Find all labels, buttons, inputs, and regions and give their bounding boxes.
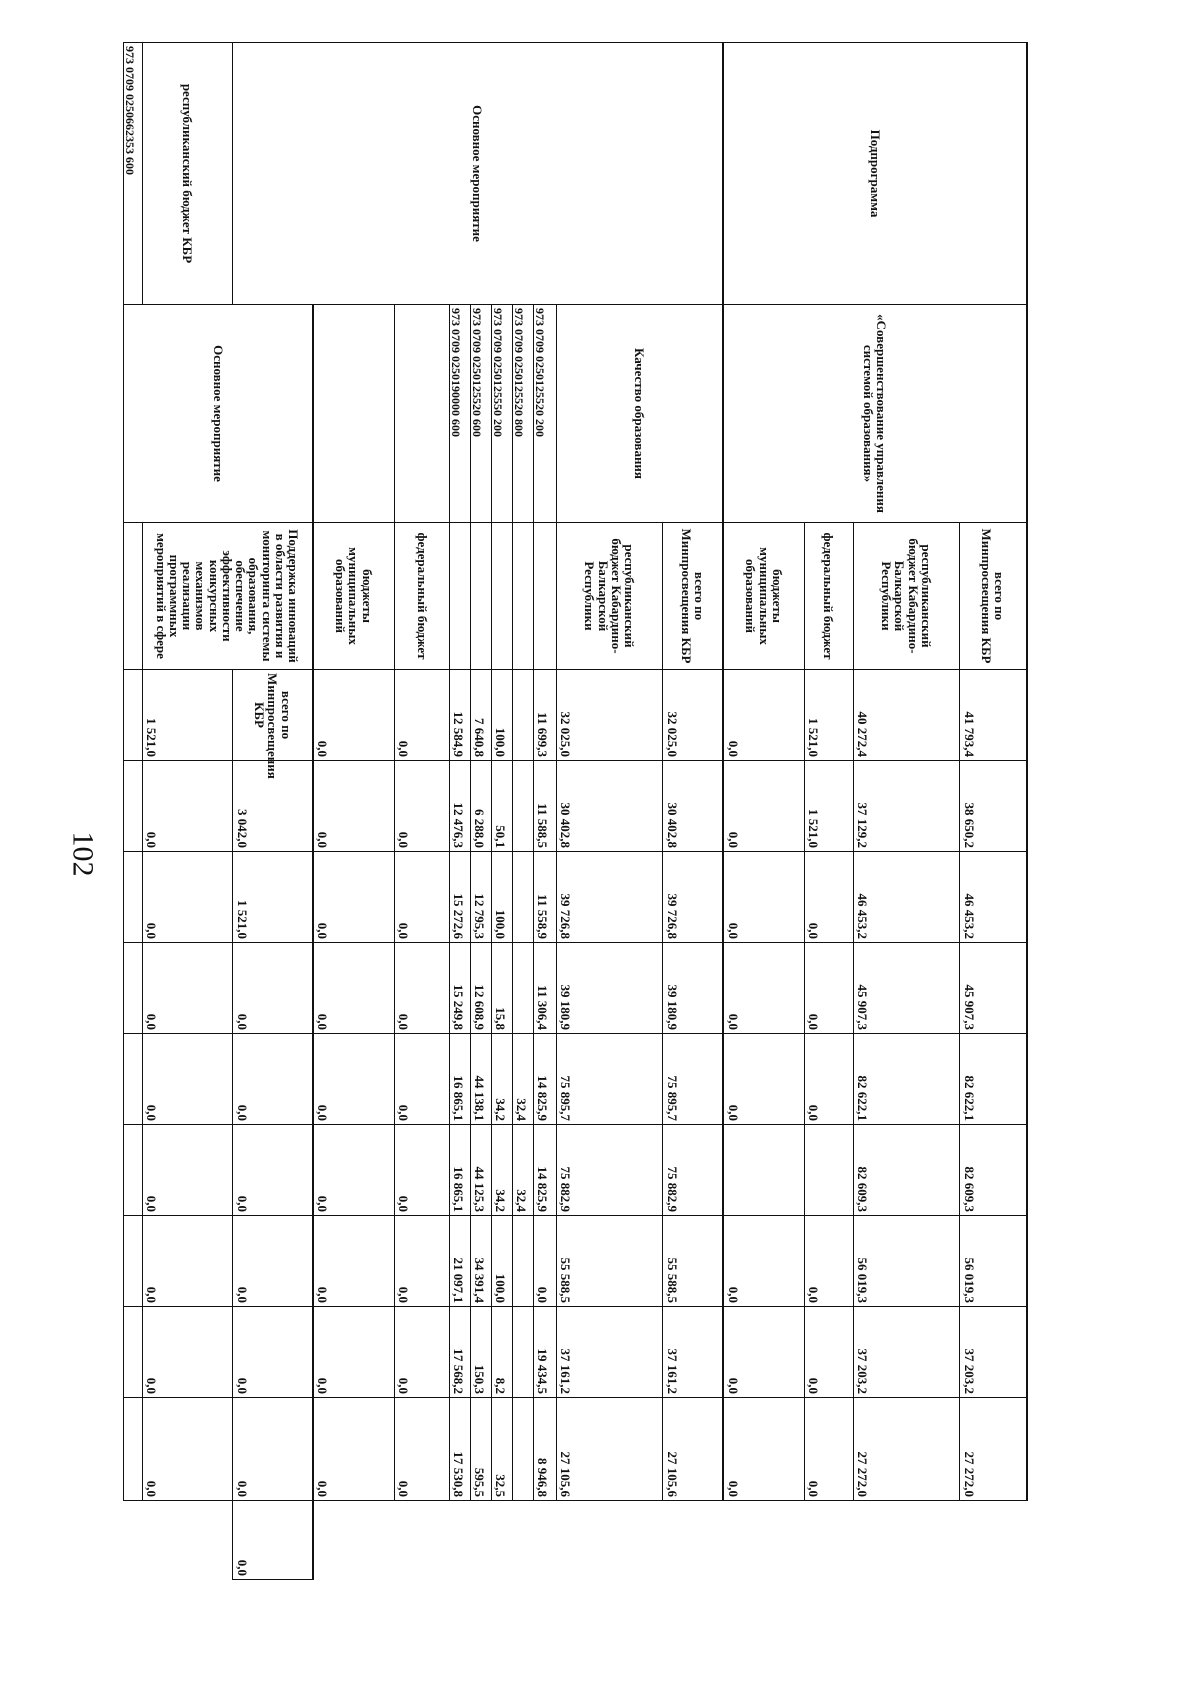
value-cell: 0,0 [394,1216,450,1307]
category-cell: Основное мероприятие [233,43,723,305]
value-cell: 1 521,0 [142,670,233,761]
value-cell: 17 530,8 [450,1398,471,1501]
source-cell [450,523,471,670]
value-cell: 17 568,2 [450,1307,471,1398]
value-cell [124,1398,143,1501]
value-cell: 0,0 [723,943,804,1034]
table-row [124,43,143,1580]
category-cell: Подпрограмма [723,43,1027,305]
value-cell: 75 882,9 [663,1125,723,1216]
value-cell: 0,0 [313,761,394,852]
value-cell: 0,0 [394,1125,450,1216]
value-cell [512,1398,533,1501]
value-cell: 21 097,1 [450,1216,471,1307]
value-cell: 0,0 [142,1216,233,1307]
value-cell: 0,0 [313,670,394,761]
value-cell: 34 391,4 [471,1216,492,1307]
value-cell: 100,0 [491,1216,512,1307]
budget-code: 973 0709 0250662353 600 [124,43,143,305]
value-cell: 12 584,9 [450,670,471,761]
source-cell [471,523,492,670]
value-cell: 0,0 [804,1034,853,1125]
value-cell: 0,0 [394,1034,450,1125]
source-cell: бюджеты муниципальных образований [313,523,394,670]
value-cell: 32,4 [512,1125,533,1216]
value-cell: 0,0 [533,1216,556,1307]
value-cell: 44 125,3 [471,1125,492,1216]
value-cell: 16 865,1 [450,1125,471,1216]
source-cell: республиканский бюджет КБР [142,43,233,305]
value-cell: 32,5 [491,1398,512,1501]
value-cell: 0,0 [233,1216,313,1307]
value-cell: 0,0 [804,1398,853,1501]
value-cell: 39 180,9 [663,943,723,1034]
value-cell: 0,0 [233,943,313,1034]
value-cell: 0,0 [723,852,804,943]
value-cell [723,1125,804,1216]
value-cell: 6 288,0 [471,761,492,852]
rotated-table-wrapper [123,42,1028,1580]
value-cell: 41 793,4 [960,670,1027,761]
value-cell [124,1216,143,1307]
value-cell: 0,0 [313,1216,394,1307]
value-cell: 19 434,5 [533,1307,556,1398]
value-cell: 39 180,9 [556,943,663,1034]
value-cell: 39 726,8 [556,852,663,943]
source-cell: всего по Минпросвещения КБР [663,523,723,670]
value-cell [124,761,143,852]
value-cell: 55 588,5 [556,1216,663,1307]
value-cell: 0,0 [313,1125,394,1216]
value-cell: 75 895,7 [663,1034,723,1125]
source-cell: федеральный бюджет [804,523,853,670]
value-cell: 15 249,8 [450,943,471,1034]
value-cell [512,1307,533,1398]
value-cell: 32 025,0 [556,670,663,761]
value-cell: 100,0 [491,852,512,943]
source-cell [533,523,556,670]
value-cell: 0,0 [233,1125,313,1216]
value-cell: 56 019,3 [960,1216,1027,1307]
value-cell: 1 521,0 [233,852,313,943]
value-cell [124,1307,143,1398]
value-cell: 0,0 [723,1216,804,1307]
budget-table [123,42,1028,1580]
value-cell: 82 609,3 [853,1125,960,1216]
value-cell: 11 699,3 [533,670,556,761]
value-cell [512,852,533,943]
budget-code: 973 0709 0250125550 200 [491,305,512,523]
value-cell [124,943,143,1034]
page-number: 102 [66,831,100,877]
source-cell [512,523,533,670]
value-cell: 0,0 [394,670,450,761]
value-cell: 16 865,1 [450,1034,471,1125]
value-cell: 27 272,0 [960,1398,1027,1501]
value-cell: 0,0 [313,1398,394,1501]
value-cell: 0,0 [142,852,233,943]
budget-code: 973 0709 0250125520 600 [471,305,492,523]
value-cell: 34,2 [491,1034,512,1125]
value-cell: 82 609,3 [960,1125,1027,1216]
value-cell: 0,0 [394,1398,450,1501]
value-cell: 38 650,2 [960,761,1027,852]
value-cell [804,1125,853,1216]
value-cell: 7 640,8 [471,670,492,761]
value-cell [124,1034,143,1125]
value-cell: 37 203,2 [853,1307,960,1398]
value-cell: 45 907,3 [960,943,1027,1034]
value-cell: 8 946,8 [533,1398,556,1501]
value-cell: 0,0 [142,1125,233,1216]
value-cell: 3 042,0 [233,761,313,852]
value-cell: 0,0 [723,1398,804,1501]
value-cell: 39 726,8 [663,852,723,943]
value-cell [512,670,533,761]
value-cell: 0,0 [804,852,853,943]
value-cell: 0,0 [313,1307,394,1398]
value-cell: 0,0 [723,1034,804,1125]
value-cell: 0,0 [394,761,450,852]
value-cell: 0,0 [313,852,394,943]
table-row [142,43,233,1580]
value-cell: 0,0 [804,1307,853,1398]
value-cell: 0,0 [233,1307,313,1398]
budget-code: 973 0709 0250125520 200 [533,305,556,523]
value-cell: 0,0 [723,761,804,852]
value-cell: 8,2 [491,1307,512,1398]
value-cell: 30 402,8 [663,761,723,852]
source-cell: бюджеты муниципальных образований [723,523,804,670]
value-cell: 11 558,9 [533,852,556,943]
value-cell: 0,0 [723,1307,804,1398]
value-cell: 12 795,3 [471,852,492,943]
value-cell: 0,0 [804,1216,853,1307]
event-name [394,305,450,523]
value-cell: 12 608,9 [471,943,492,1034]
value-cell: 0,0 [723,670,804,761]
value-cell: 27 105,6 [663,1398,723,1501]
value-cell: 595,5 [471,1398,492,1501]
source-cell: федеральный бюджет [394,523,450,670]
value-cell: 75 895,7 [556,1034,663,1125]
value-cell: 82 622,1 [960,1034,1027,1125]
value-cell: 50,1 [491,761,512,852]
value-cell: 0,0 [142,943,233,1034]
value-cell: 0,0 [142,761,233,852]
value-cell: 37 129,2 [853,761,960,852]
value-cell: 0,0 [142,1307,233,1398]
value-cell: 150,3 [471,1307,492,1398]
value-cell: 44 138,1 [471,1034,492,1125]
value-cell: 82 622,1 [853,1034,960,1125]
event-name [313,305,394,523]
value-cell: 0,0 [142,1034,233,1125]
value-cell: 14 825,9 [533,1125,556,1216]
table-row [960,43,1027,1580]
value-cell: 0,0 [313,943,394,1034]
value-cell [512,1216,533,1307]
value-cell: 0,0 [804,943,853,1034]
value-cell: 0,0 [394,1307,450,1398]
value-cell [124,1125,143,1216]
source-cell [491,523,512,670]
value-cell [124,670,143,761]
value-cell: 11 306,4 [533,943,556,1034]
budget-code: 973 0709 0250125520 800 [512,305,533,523]
value-cell: 37 161,2 [556,1307,663,1398]
value-cell: 0,0 [142,1398,233,1501]
value-cell [124,852,143,943]
value-cell: 0,0 [233,1501,313,1580]
source-cell: республиканский бюджет Кабардино-Балкарской Республики [853,523,960,670]
value-cell: 12 476,3 [450,761,471,852]
value-cell: 56 019,3 [853,1216,960,1307]
value-cell: 0,0 [233,1398,313,1501]
value-cell: 11 588,5 [533,761,556,852]
value-cell: 1 521,0 [804,761,853,852]
value-cell: 75 882,9 [556,1125,663,1216]
value-cell: 45 907,3 [853,943,960,1034]
value-cell: 46 453,2 [853,852,960,943]
value-cell: 15,8 [491,943,512,1034]
value-cell: 15 272,6 [450,852,471,943]
value-cell: 27 272,0 [853,1398,960,1501]
table-row [663,43,723,1580]
value-cell: 34,2 [491,1125,512,1216]
source-cell: республиканский бюджет Кабардино-Балкарской Республики [556,523,663,670]
source-cell [124,523,143,670]
event-name: Качество образования [556,305,723,523]
source-cell: всего по Минпросвещения КБР [233,670,313,761]
value-cell: 0,0 [394,943,450,1034]
value-cell: 55 588,5 [663,1216,723,1307]
source-cell: всего по Минпросвещения КБР [960,523,1027,670]
value-cell: 46 453,2 [960,852,1027,943]
value-cell: 14 825,9 [533,1034,556,1125]
budget-code: 973 0709 0250190000 600 [450,305,471,523]
value-cell: 27 105,6 [556,1398,663,1501]
category-cell: Основное мероприятие [124,305,313,523]
value-cell [512,943,533,1034]
value-cell: 37 203,2 [960,1307,1027,1398]
value-cell: 32 025,0 [663,670,723,761]
value-cell: 40 272,4 [853,670,960,761]
value-cell: 37 161,2 [663,1307,723,1398]
value-cell: 0,0 [233,1034,313,1125]
value-cell [512,761,533,852]
value-cell: 30 402,8 [556,761,663,852]
value-cell: 32,4 [512,1034,533,1125]
value-cell: 0,0 [313,1034,394,1125]
subprogram-name: «Совершенствование управления системой образования» [723,305,1027,523]
event-name: Поддержка инноваций в области развития и мониторинга системы образования, обеспечение эффективности конкурсных механизмов реализации программных мероприятий в сфере [142,523,313,670]
value-cell: 0,0 [394,852,450,943]
value-cell: 1 521,0 [804,670,853,761]
value-cell: 100,0 [491,670,512,761]
